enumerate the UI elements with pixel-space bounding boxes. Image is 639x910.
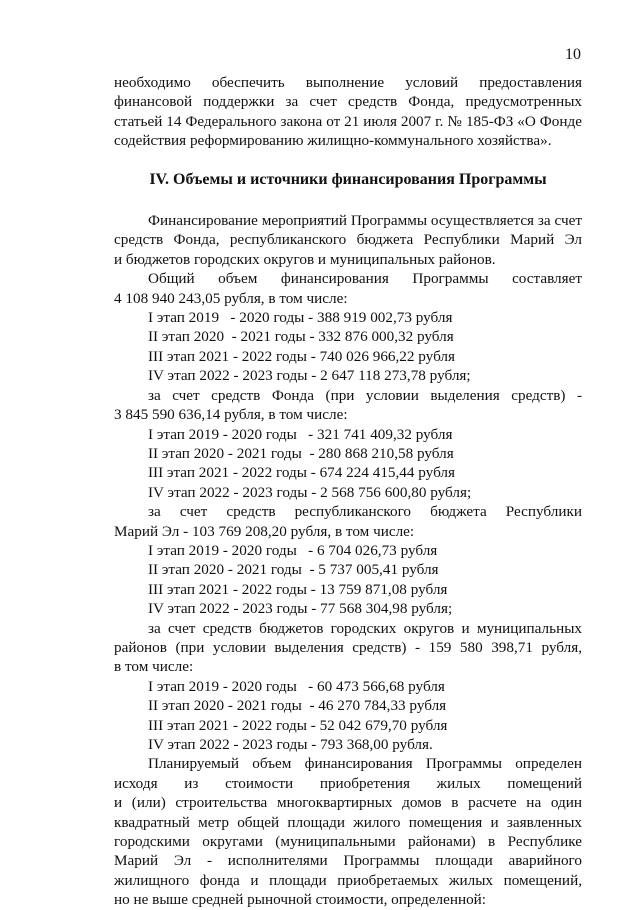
municipal-budget-block	[114, 619, 582, 755]
text-line: Марий Эл - 103 769 208,20 рубля, в том числе:	[114, 522, 415, 540]
text-line: Финансирование мероприятий Программы осуществляется за счет	[148, 212, 582, 230]
intro-paragraph	[114, 73, 582, 151]
stage-line: I этап 2019 - 2020 годы - 6 704 026,73 рубля	[148, 541, 438, 559]
stage-line: IV этап 2022 - 2023 годы - 2 568 756 600,80 рубля;	[148, 483, 472, 501]
stage-line: I этап 2019 - 2020 годы - 60 473 566,68 рубля	[148, 677, 445, 695]
republic-budget-block	[114, 502, 582, 618]
text-line: и (или) строительства многоквартирных домов в расчете на один	[114, 794, 582, 812]
text-line: финансовой поддержки за счет средств Фонда, предусмотренных	[114, 93, 582, 111]
page-number: 10	[565, 46, 581, 63]
stage-line: I этап 2019 - 2020 годы - 388 919 002,73 рубля	[148, 309, 453, 327]
text-line: городскими округами (муниципальными районами) в Республике	[114, 833, 582, 851]
financing-paragraph	[114, 211, 582, 269]
text-line: содействия реформированию жилищно-коммунального хозяйства».	[114, 132, 552, 150]
stage-line: III этап 2021 - 2022 годы - 13 759 871,08 рубля	[148, 580, 448, 598]
text-line: квадратный метр общей площади жилого помещения и заявленных	[114, 813, 582, 831]
total-financing-block	[114, 269, 582, 385]
text-line: 4 108 940 243,05 рубля, в том числе:	[114, 289, 348, 307]
stage-line: III этап 2021 - 2022 годы - 674 224 415,44 рубля	[148, 464, 455, 482]
text-line: но не выше средней рыночной стоимости, определенной:	[114, 891, 487, 909]
stage-line: II этап 2020 - 2021 годы - 5 737 005,41 рубля	[148, 561, 439, 579]
text-line: и бюджетов городских округов и муниципальных районов.	[114, 250, 496, 268]
text-line: статьей 14 Федерального закона от 21 июля 2007 г. № 185-ФЗ «О Фонде	[114, 112, 582, 130]
stage-line: II этап 2020 - 2021 годы - 332 876 000,32 рубля	[148, 328, 454, 346]
text-line: исходя из стоимости приобретения жилых помещений	[114, 774, 582, 792]
text-line: Планируемый объем финансирования Программы определен	[148, 755, 582, 773]
text-line: районов (при условии выделения средств) - 159 580 398,71 рубля,	[114, 638, 582, 656]
text-line: в том числе:	[114, 658, 194, 676]
fund-financing-block	[114, 386, 582, 502]
stage-line: II этап 2020 - 2021 годы - 46 270 784,33 рубля	[148, 697, 447, 715]
text-line: за счет средств республиканского бюджета Республики	[148, 503, 582, 521]
text-line: Марий Эл - исполнителями Программы площади аварийного	[114, 852, 582, 870]
stage-line: I этап 2019 - 2020 годы - 321 741 409,32 рубля	[148, 425, 453, 443]
stage-line: IV этап 2022 - 2023 годы - 2 647 118 273,78 рубля;	[148, 367, 471, 385]
stage-line: II этап 2020 - 2021 годы - 280 868 210,58 рубля	[148, 444, 454, 462]
text-line: Общий объем финансирования Программы составляет	[148, 270, 582, 288]
text-line: за счет средств бюджетов городских округов и муниципальных	[148, 619, 582, 637]
text-line: жилищного фонда и площади приобретаемых жилых помещений,	[114, 871, 582, 889]
text-line: 3 845 590 636,14 рубля, в том числе:	[114, 406, 348, 424]
stage-line: III этап 2021 - 2022 годы - 52 042 679,70 рубля	[148, 716, 448, 734]
section-heading: IV. Объемы и источники финансирования Программы	[149, 170, 547, 188]
text-line: средств Фонда, республиканского бюджета Республики Марий Эл	[114, 231, 582, 249]
text-line: за счет средств Фонда (при условии выделения средств) -	[148, 386, 582, 404]
stage-line: IV этап 2022 - 2023 годы - 793 368,00 рубля.	[148, 736, 433, 753]
planned-financing-paragraph	[114, 754, 582, 909]
stage-line: III этап 2021 - 2022 годы - 740 026 966,22 рубля	[148, 347, 455, 365]
stage-line: IV этап 2022 - 2023 годы - 77 568 304,98 рубля;	[148, 600, 453, 618]
text-line: необходимо обеспечить выполнение условий предоставления	[114, 74, 582, 91]
document-body	[114, 73, 582, 910]
